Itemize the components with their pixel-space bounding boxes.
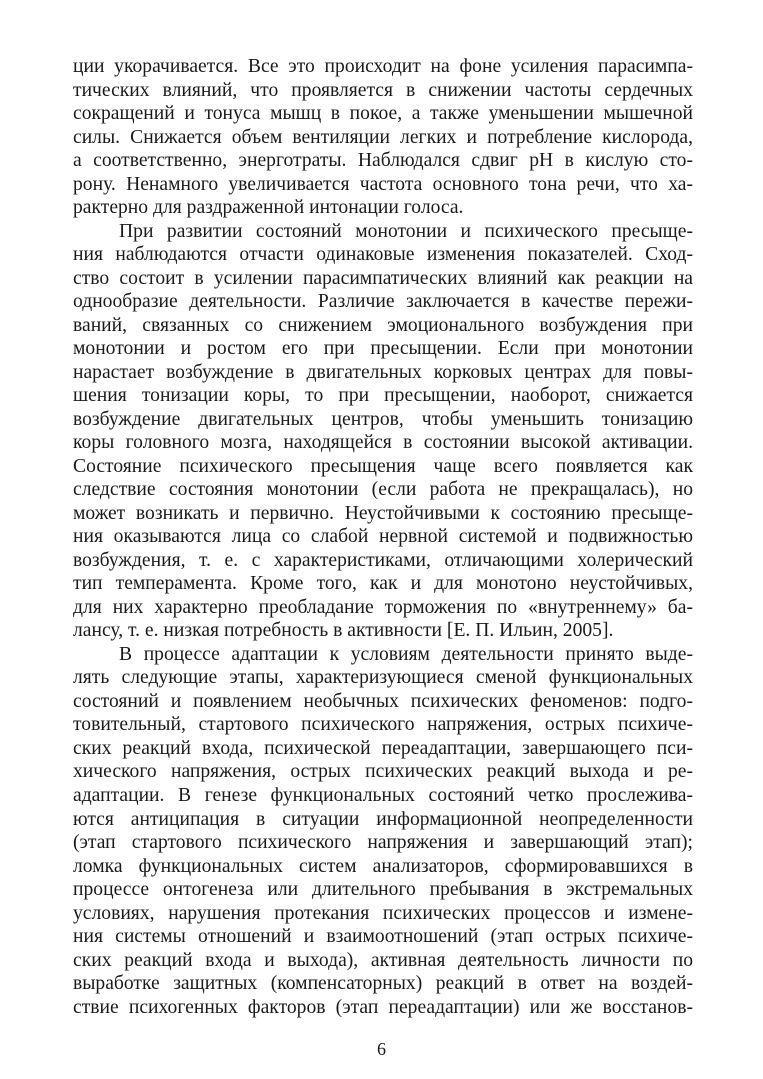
text-line: Состояние психического пресыщения чаще всего появляется как xyxy=(73,455,693,477)
text-line: возбуждения, т. е. с характеристиками, отличающими холерический xyxy=(73,549,693,571)
text-line: рактерно для раздраженной интонации голоса. xyxy=(73,197,464,219)
text-line: ских реакций входа и выхода), активная деятельность личности по xyxy=(73,949,693,971)
text-line: тип темперамента. Кроме того, как и для монотоно неустойчивых, xyxy=(73,573,693,595)
text-line: нарастает возбуждение в двигательных корковых центрах для повы- xyxy=(73,361,693,383)
text-line: адаптации. В генезе функциональных состояний четко прослежива- xyxy=(73,784,693,806)
text-line: лансу, т. е. низкая потребность в активности [Е. П. Ильин, 2005]. xyxy=(73,620,614,642)
text-line: монотонии и ростом его при пресыщении. Если при монотонии xyxy=(73,338,693,360)
paragraph xyxy=(73,643,693,1019)
text-line: хического напряжения, острых психических реакций выхода и ре- xyxy=(73,761,693,783)
text-line: товительный, стартового психического напряжения, острых психиче- xyxy=(73,714,693,736)
text-line: для них характерно преобладание торможения по «внутреннему» ба- xyxy=(73,596,693,618)
text-line: коры головного мозга, находящейся в состоянии высокой активации. xyxy=(73,432,693,454)
text-line: однообразие деятельности. Различие заключается в качестве пережи- xyxy=(73,291,693,313)
text-line: лять следующие этапы, характеризующиеся сменой функциональных xyxy=(73,667,693,689)
text-line: В процессе адаптации к условиям деятельности принято выде- xyxy=(119,643,693,665)
page-number: 6 xyxy=(377,1039,386,1059)
text-line: При развитии состояний монотонии и психического пресыще- xyxy=(119,220,693,242)
text-line: а соответственно, энерготраты. Наблюдался сдвиг pH в кислую сто- xyxy=(73,150,693,172)
text-line: ния наблюдаются отчасти одинаковые изменения показателей. Сход- xyxy=(73,244,693,266)
text-line: тических влияний, что проявляется в снижении частоты сердечных xyxy=(73,79,693,101)
text-line: рону. Ненамного увеличивается частота основного тона речи, что ха- xyxy=(73,173,693,195)
text-line: выработке защитных (компенсаторных) реакций в ответ на воздей- xyxy=(73,973,693,995)
text-line: сокращений и тонуса мышц в покое, а также уменьшении мышечной xyxy=(73,103,693,125)
text-line: шения тонизации коры, то при пресыщении, наоборот, снижается xyxy=(73,385,693,407)
text-line: может возникать и первично. Неустойчивыми к состоянию пресыще- xyxy=(73,502,693,524)
text-line: состояний и появлением необычных психических феноменов: подго- xyxy=(73,690,693,712)
text-line: ния системы отношений и взаимоотношений (этап острых психиче- xyxy=(73,926,693,948)
text-line: ломка функциональных систем анализаторов, сформировавшихся в xyxy=(73,855,693,877)
text-line: следствие состояния монотонии (если работа не прекращалась), но xyxy=(73,479,693,501)
body-text xyxy=(73,55,693,1019)
text-line: ство состоит в усилении парасимпатических влияний как реакции на xyxy=(73,267,693,289)
text-line: процессе онтогенеза или длительного пребывания в экстремальных xyxy=(73,879,693,901)
text-line: силы. Снижается объем вентиляции легких и потребление кислорода, xyxy=(73,126,693,148)
text-line: ции укорачивается. Все это происходит на фоне усиления парасимпа- xyxy=(73,56,693,77)
paragraph xyxy=(73,220,693,643)
text-line: возбуждение двигательных центров, чтобы уменьшить тонизацию xyxy=(73,408,693,430)
paragraph xyxy=(73,55,693,220)
text-line: ваний, связанных со снижением эмоционального возбуждения при xyxy=(73,314,693,336)
text-line: (этап стартового психического напряжения и завершающий этап); xyxy=(73,832,693,854)
text-line: ских реакций входа, психической переадаптации, завершающего пси- xyxy=(73,737,693,759)
text-line: ствие психогенных факторов (этап переадаптации) или же восстанов- xyxy=(73,996,693,1018)
text-line: условиях, нарушения протекания психических процессов и измене- xyxy=(73,902,693,924)
text-line: ются антиципация в ситуации информационной неопределенности xyxy=(73,808,693,830)
text-line: ния оказываются лица со слабой нервной системой и подвижностью xyxy=(73,526,693,548)
